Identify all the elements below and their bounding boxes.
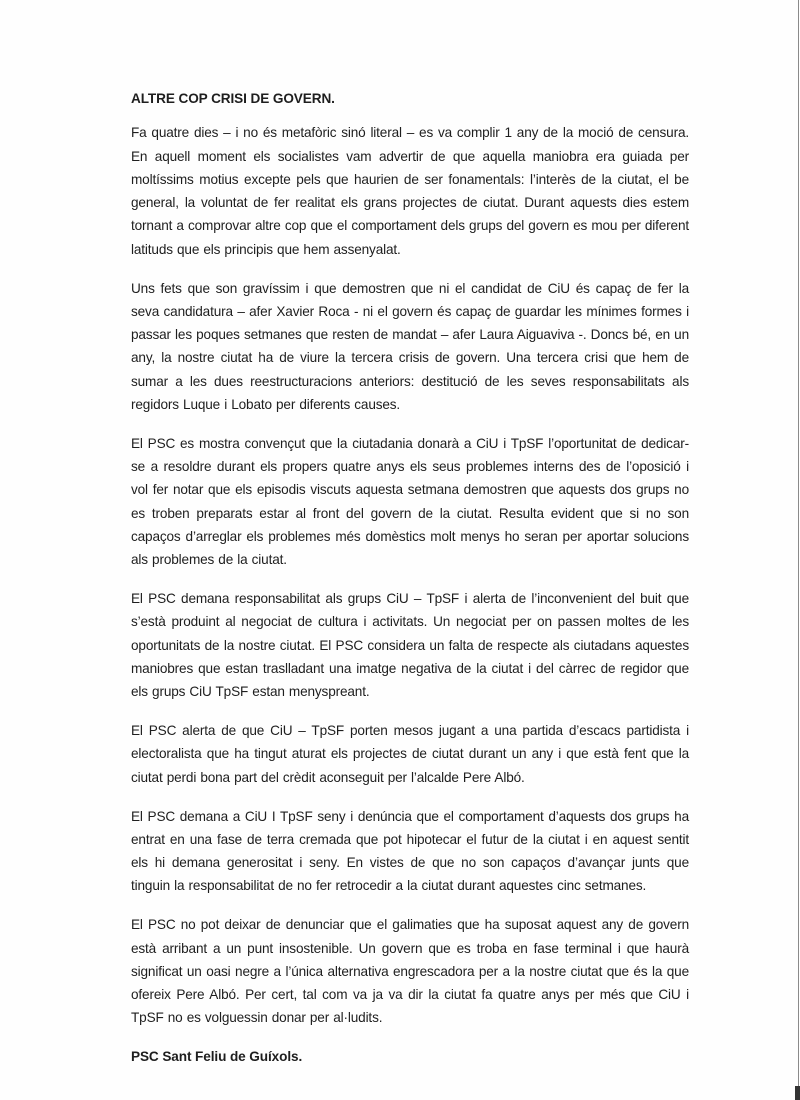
paragraph-7: El PSC no pot deixar de denunciar que el galimaties que ha suposat aquest any de govern està arribant a un punt insostenible. Un govern que es troba en fase terminal i que haurà significat un oasi negre a l’única alternativa engrescadora per a la nostre ciutat que és la que ofereix Pere Albó. Per cert, tal com va ja va dir la ciutat fa quatre anys per més que CiU i TpSF no es volguessin donar per al·ludits. [131,917,689,1026]
signature: PSC Sant Feliu de Guíxols. [131,1049,303,1065]
paragraph-1: Fa quatre dies – i no és metafòric sinó literal – es va complir 1 any de la moció de censura. En aquell moment els socialistes vam advertir de que aquella maniobra era guiada per moltíssims motius excepte pels que haurien de ser fonamentals: l’interès de la ciutat, el be general, la voluntat de fer realitat els grans projectes de ciutat. Durant aquests dies estem tornant a comprovar altre cop que el comportament dels grups del govern es mou per diferent latituds que els principis que hem assenyalat. [131,125,689,257]
document-title: ALTRE COP CRISI DE GOVERN. [131,91,335,106]
paragraph-5: El PSC alerta de que CiU – TpSF porten mesos jugant a una partida d’escacs partidista i electoralista que ha tingut aturat els projectes de ciutat durant un any i que està fent que la ciutat perdi bona part del crèdit aconseguit per l’alcalde Pere Albó. [131,723,689,785]
paragraph-4: El PSC demana responsabilitat als grups CiU – TpSF i alerta de l’inconvenient del buit que s’està produint al negociat de cultura i activitats. Un negociat per on passen moltes de les oportunitats de la nostre ciutat. El PSC considera un falta de respecte als ciutadans aquestes maniobres que estan traslladant una imatge negativa de la ciutat i del càrrec de regidor que els grups CiU TpSF estan menyspreant. [131,591,689,700]
paragraph-3: El PSC es mostra convençut que la ciutadania donarà a CiU i TpSF l’oportunitat de dedicar-se a resoldre durant els propers quatre anys els seus problemes interns des de l’oposició i vol fer notar que els episodis viscuts aquesta setmana demostren que aquests dos grups no es troben preparats estar al front del govern de la ciutat. Resulta evident que si no son capaços d’arreglar els problemes més domèstics molt menys ho seran per aportar solucions als problemes de la ciutat. [131,435,689,568]
paragraph-6: El PSC demana a CiU I TpSF seny i denúncia que el comportament d’aquests dos grups ha entrat en una fase de terra cremada que pot hipotecar el futur de la ciutat i en aquest sentit els hi demana generositat i seny. En vistes de que no son capaços d’avançar junts que tinguin la responsabilitat de no fer retrocedir a la ciutat durant aquestes cinc setmanes. [131,808,689,894]
scan-edge-mark [795,1086,800,1100]
scan-edge-line [798,0,799,1100]
paragraph-2: Uns fets que son gravíssim i que demostren que ni el candidat de CiU és capaç de fer la seva candidatura – afer Xavier Roca - ni el govern és capaç de guardar les mínimes formes i passar les poques setmanes que resten de mandat – afer Laura Aiguaviva -. Doncs bé, en un any, la nostre ciutat ha de viure la tercera crisis de govern. Una tercera crisi que hem de sumar a les dues reestructuracions anteriors: destitució de les seves responsabilitats als regidors Luque i Lobato per diferents causes. [131,280,689,413]
document-body [131,87,689,1068]
